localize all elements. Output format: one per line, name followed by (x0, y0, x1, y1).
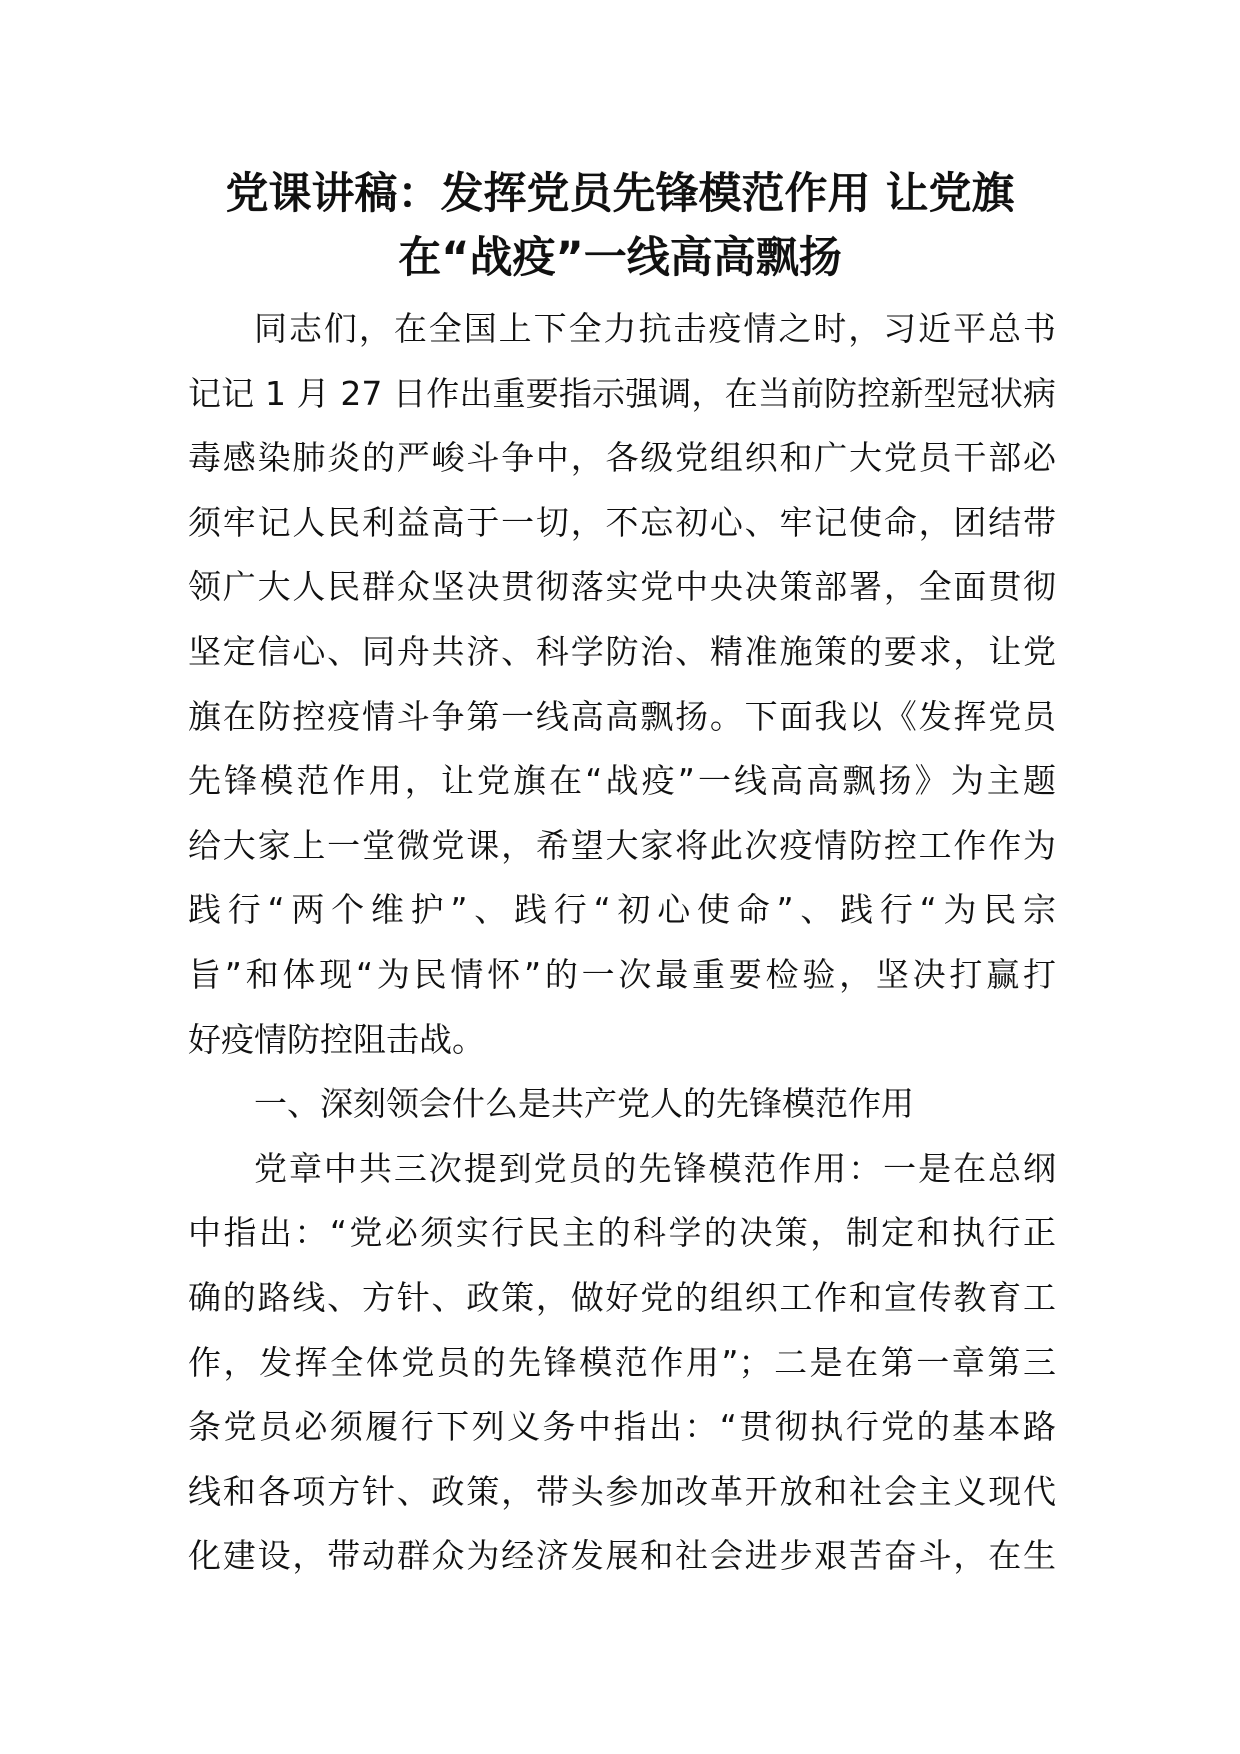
paragraph-intro-line: 坚定信心、同舟共济、科学防治、精准施策的要求，让党 (188, 631, 1056, 671)
paragraph-intro-line: 旗在防控疫情斗争第一线高高飘扬。下面我以《发挥党员 (188, 696, 1056, 736)
paragraph-intro-line: 毒感染肺炎的严峻斗争中，各级党组织和广大党员干部必 (188, 438, 1056, 478)
paragraph-intro-line: 同志们，在全国上下全力抗击疫情之时，习近平总书 (254, 309, 1056, 348)
paragraph-intro-line: 记记 1 月 27 日作出重要指示强调，在当前防控新型冠状病 (188, 373, 1056, 413)
paragraph-intro-line: 好疫情防控阻击战。 (188, 1019, 485, 1059)
paragraph-intro-line: 践行“两个维护”、践行“初心使命”、践行“为民宗 (188, 890, 1056, 930)
paragraph-intro-line: 须牢记人民利益高于一切，不忘初心、牢记使命，团结带 (188, 502, 1056, 542)
paragraph-section-line: 确的路线、方针、政策，做好党的组织工作和宣传教育工 (188, 1277, 1056, 1317)
section-heading: 一、深刻领会什么是共产党人的先锋模范作用 (254, 1084, 914, 1124)
title-line-1: 党课讲稿：发挥党员先锋模范作用 让党旗 (225, 169, 1015, 219)
paragraph-section-line: 作，发挥全体党员的先锋模范作用”；二是在第一章第三 (188, 1342, 1056, 1382)
paragraph-intro-line: 先锋模范作用，让党旗在“战疫”一线高高飘扬》为主题 (188, 761, 1056, 801)
paragraph-section-line: 条党员必须履行下列义务中指出：“贯彻执行党的基本路 (188, 1407, 1056, 1447)
paragraph-intro-line: 给大家上一堂微党课，希望大家将此次疫情防控工作作为 (188, 825, 1056, 865)
document-title (150, 162, 1090, 290)
paragraph-section-line: 化建设，带动群众为经济发展和社会进步艰苦奋斗，在生 (188, 1536, 1056, 1576)
paragraph-section-line: 党章中共三次提到党员的先锋模范作用：一是在总纲 (254, 1148, 1056, 1188)
title-line-2: 在“战疫”一线高高飘扬 (398, 233, 842, 283)
paragraph-intro-line: 旨”和体现“为民情怀”的一次最重要检验，坚决打赢打 (188, 954, 1056, 994)
paragraph-section-line: 中指出：“党必须实行民主的科学的决策，制定和执行正 (188, 1213, 1056, 1253)
paragraph-intro-line: 领广大人民群众坚决贯彻落实党中央决策部署，全面贯彻 (188, 567, 1056, 607)
paragraph-section-line: 线和各项方针、政策，带头参加改革开放和社会主义现代 (188, 1471, 1056, 1511)
document-body (188, 297, 1056, 1589)
